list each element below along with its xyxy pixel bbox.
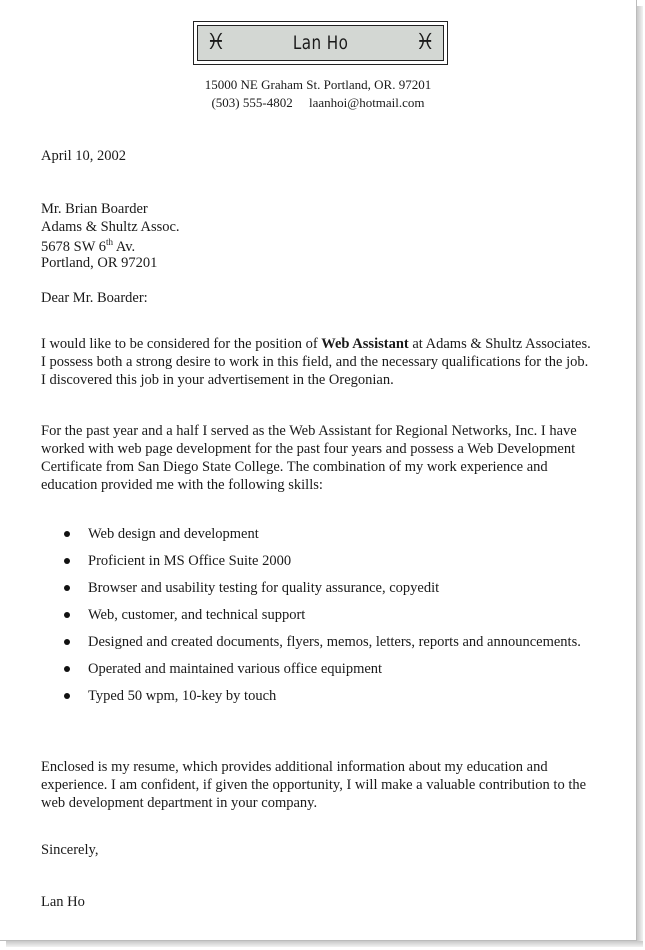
bullet-icon: [64, 693, 70, 699]
letterhead-email: laanhoi@hotmail.com: [308, 95, 425, 110]
paragraph-closing: Enclosed is my resume, which provides additional information about my education and experience. I am confident, if given the opportunity, I will make a valuable contribution to the web development department in your company.: [41, 759, 587, 811]
skill-text: Web, customer, and technical support: [88, 607, 306, 623]
paragraph-experience: For the past year and a half I served as the Web Assistant for Regional Networks, Inc. I have worked with web page development for the past four years and possess a Web Development Certificate from San Diego State College. The combination of my work experience and education provided me with the following skills:: [41, 423, 577, 493]
bullet-icon: [64, 531, 70, 537]
letterhead-phone: (503) 555-4802: [211, 95, 293, 110]
name-banner: [193, 21, 448, 65]
recipient-city: Portland, OR 97201: [41, 255, 158, 271]
bullet-icon: [64, 666, 70, 672]
skill-text: Operated and maintained various office equipment: [88, 661, 383, 677]
skill-text: Designed and created documents, flyers, memos, letters, reports and announcements.: [88, 634, 581, 650]
salutation: Dear Mr. Boarder:: [41, 290, 148, 306]
recipient-street: [41, 237, 135, 256]
skill-text: Browser and usability testing for quality assurance, copyedit: [88, 580, 440, 596]
letterhead-contact-line: [0, 95, 636, 111]
recipient-street-type: Av.: [113, 238, 136, 255]
skill-text: Proficient in MS Office Suite 2000: [88, 553, 292, 569]
skills-list: [41, 525, 601, 714]
recipient-street-suffix: th: [106, 237, 114, 247]
position-title: Web Assistant: [321, 336, 409, 352]
bullet-icon: [64, 639, 70, 645]
recipient-company: Adams & Shultz Assoc.: [41, 219, 180, 235]
signature-name: Lan Ho: [41, 894, 85, 910]
closing: Sincerely,: [41, 842, 99, 858]
list-item: [41, 579, 601, 597]
pisces-icon-left: ♓: [206, 30, 226, 55]
list-item: [41, 525, 601, 543]
page-shadow-right: [637, 6, 643, 946]
list-item: [41, 552, 601, 570]
page-shadow-bottom: [6, 941, 643, 947]
bullet-icon: [64, 612, 70, 618]
list-item: [41, 606, 601, 624]
intro-text-start: I would like to be considered for the position of: [41, 336, 322, 352]
skill-text: Web design and development: [88, 526, 259, 542]
intro-text-end: at Adams & Shultz Associates. I possess both a strong desire to work in this field, and the necessary qualifications for the job. I discovered this job in your advertisement in the Oregonian.: [41, 336, 591, 388]
bullet-icon: [64, 558, 70, 564]
paragraph-intro: [41, 335, 596, 389]
skill-text: Typed 50 wpm, 10-key by touch: [88, 688, 277, 704]
letter-date: April 10, 2002: [41, 148, 126, 164]
letterhead-name: Lan Ho: [292, 32, 349, 54]
list-item: [41, 660, 601, 678]
recipient-name: Mr. Brian Boarder: [41, 201, 148, 217]
pisces-icon-right: ♓: [415, 30, 435, 55]
bullet-icon: [64, 585, 70, 591]
recipient-street-number: 5678 SW 6: [41, 238, 106, 255]
list-item: [41, 633, 601, 651]
letterhead-address: 15000 NE Graham St. Portland, OR. 97201: [204, 77, 432, 92]
list-item: [41, 687, 601, 705]
